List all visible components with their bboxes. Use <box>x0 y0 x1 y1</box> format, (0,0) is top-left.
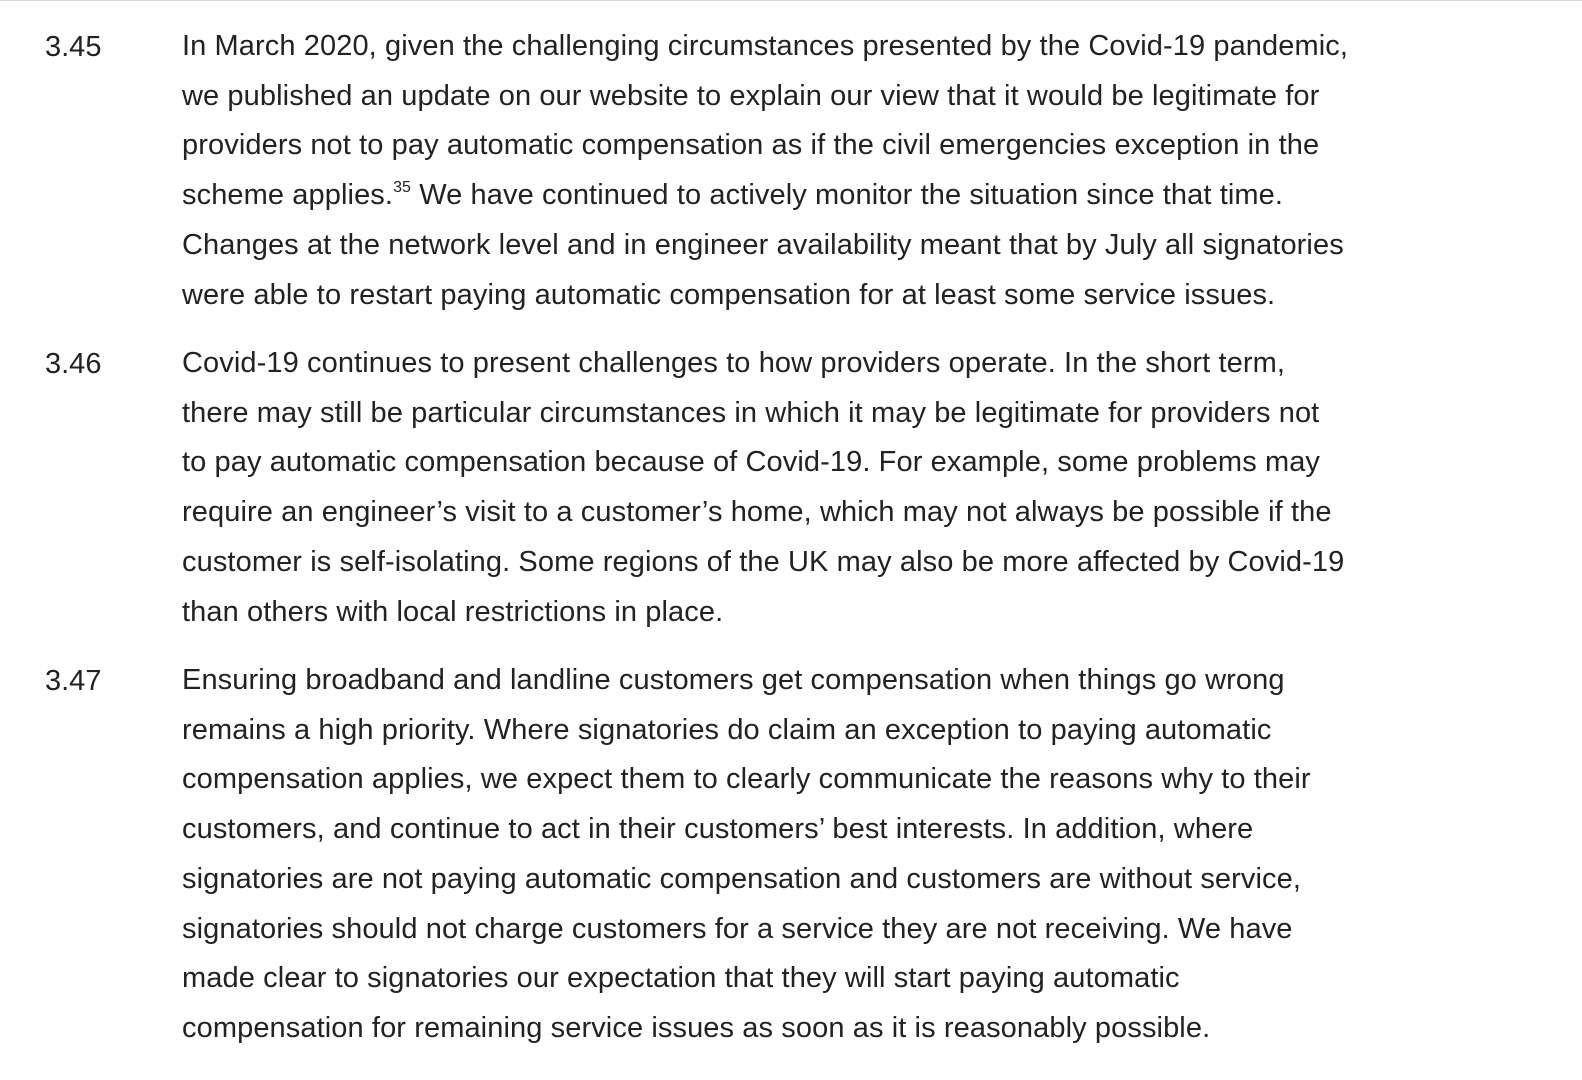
text-segment: scheme applies. <box>182 179 394 212</box>
text-line: than others with local restrictions in place. <box>182 595 724 628</box>
text-line: customer is self-isolating. Some regions of the UK may also be more affected by Covid-19 <box>182 545 1345 578</box>
text-line: to pay automatic compensation because of Covid-19. For example, some problems may <box>182 446 1321 479</box>
paragraph-number: 3.46 <box>45 348 102 380</box>
text-line: In March 2020, given the challenging circumstances presented by the Covid-19 pandemic, <box>182 30 1349 62</box>
text-line: remains a high priority. Where signatories do claim an exception to paying automatic <box>182 713 1272 746</box>
text-line: were able to restart paying automatic compensation for at least some service issues. <box>182 278 1276 311</box>
text-line <box>182 171 1348 221</box>
paragraph-text <box>182 22 1348 320</box>
text-line: Changes at the network level and in engineer availability meant that by July all signatories <box>182 228 1344 261</box>
text-line: compensation applies, we expect them to clearly communicate the reasons why to their <box>182 763 1311 796</box>
paragraph-number: 3.47 <box>45 665 102 697</box>
text-line: providers not to pay automatic compensation as if the civil emergencies exception in the <box>182 129 1320 162</box>
text-line: there may still be particular circumstances in which it may be legitimate for providers not <box>182 396 1320 429</box>
text-line: customers, and continue to act in their customers’ best interests. In addition, where <box>182 813 1254 846</box>
text-line: made clear to signatories our expectation that they will start paying automatic <box>182 962 1180 995</box>
text-line: compensation for remaining service issues as soon as it is reasonably possible. <box>182 1011 1211 1044</box>
text-line: we published an update on our website to explain our view that it would be legitimate for <box>182 79 1320 112</box>
page-top-border <box>0 0 1582 1</box>
text-line: Ensuring broadband and landline customers get compensation when things go wrong <box>182 664 1285 696</box>
footnote-reference[interactable]: 35 <box>393 179 412 197</box>
text-line: signatories should not charge customers for a service they are not receiving. We have <box>182 912 1293 945</box>
text-line: Covid-19 continues to present challenges to how providers operate. In the short term, <box>182 347 1286 379</box>
text-line: require an engineer’s visit to a customer’s home, which may not always be possible if the <box>182 496 1332 529</box>
paragraph-text <box>182 339 1344 637</box>
paragraph-text <box>182 656 1311 1054</box>
text-segment: We have continued to actively monitor the situation since that time. <box>411 179 1284 212</box>
paragraph-number: 3.45 <box>45 31 102 63</box>
text-line: signatories are not paying automatic compensation and customers are without service, <box>182 862 1302 895</box>
